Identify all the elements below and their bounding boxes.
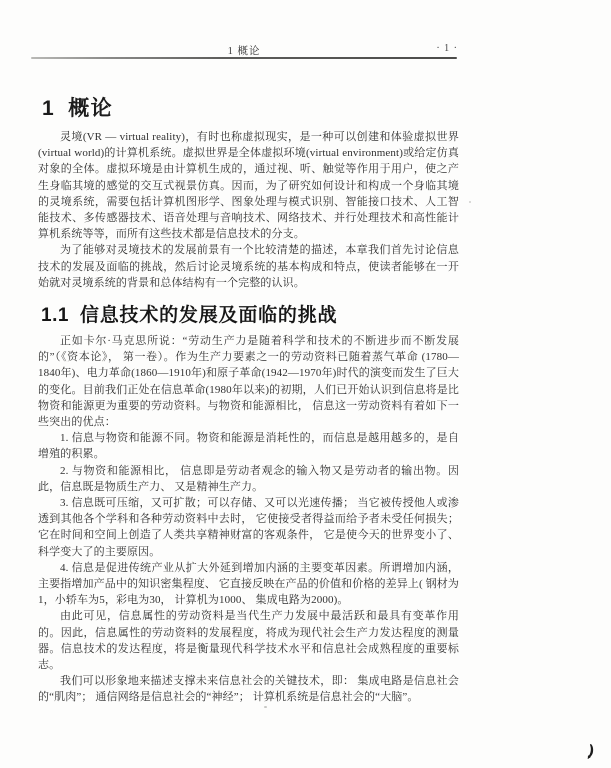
running-header-title: 1 概论 — [227, 46, 261, 57]
paper-speck — [264, 706, 267, 708]
ink-blemish-mark — [585, 743, 595, 761]
running-header — [30, 43, 458, 57]
chapter-title — [42, 92, 113, 122]
header-rule — [31, 57, 457, 59]
page-number: · 1 · — [436, 43, 458, 54]
paragraph-intro-2: 为了能够对灵境技术的发展前景有一个比较清楚的描述，本章我们首先讨论信息技术的发展及面临的挑战，然后讨论灵境系统的基本构成和特点，使读者能够在一开始就对灵境系统的背景和总体结构有一个完整的认识。 — [38, 244, 459, 289]
section-heading — [41, 300, 337, 327]
chapter-title-text: 概论 — [68, 97, 114, 120]
paragraph-body-6: 由此可见，信息属性的劳动资料是当代生产力发展中最活跃和最具有变革作用的。因此，信息属性的劳动资料的发展程度，将成为现代社会生产力发达程度的测量器。信息技术的发达程度，将是衡量现代科学技术水平和信息社会成熟程度的重要标志。 — [38, 610, 459, 672]
intro-paragraphs — [38, 129, 459, 291]
paragraph-intro-1: 灵境(VR — virtual reality)，有时也称虚拟现实，是一种可以创建和体验虚拟世界(virtual world)的计算机系统。虚拟世界是全体虚拟环境(virtual environment)或给定仿真对象的全体。虚拟环境是由计算机生成的，通过视、听、触觉等作用于用户，使之产生身临其境的感觉的交互式视景仿真。因而，为了研究如何设计和构成一个身临其境的灵境系统，需要包括计算机图形学、图象处理与模式识别、智能接口技术、人工智能技术、多传感器技术、语音处理与音响技术、网络技术、并行处理技术和高性能计算机系统等等，而所有这些技术都是信息技术的分支。 — [38, 131, 459, 241]
chapter-number: 1 — [42, 97, 56, 120]
section-title-text: 信息技术的发展及面临的挑战 — [79, 305, 338, 326]
paragraph-body-2: 1. 信息与物资和能源不同。物资和能源是消耗性的，而信息是越用越多的，是自增殖的积累。 — [38, 432, 459, 461]
paragraph-body-7: 我们可以形象地来描述支撑未来信息社会的关键技术，即： 集成电路是信息社会的“肌肉”； 通信网络是信息社会的“神经”； 计算机系统是信息社会的“大脑”。 — [38, 675, 459, 704]
paragraph-body-4: 3. 信息既可压缩，又可扩散；可以存储、又可以光速传播； 当它被传授他人或渗透到其他各个学科和各种劳动资料中去时， 它使接受者得益而给予者未受任何损失； 它在时间和空间上创造了人类共享精神财富的客观条件， 它是使今天的世界变小了、 科学变大了的主要原因。 — [38, 497, 459, 558]
paragraph-body-1: 正如卡尔·马克思所说：“劳动生产力是随着科学和技术的不断进步而不断发展的”（《资本论》， 第一卷）。作为生产力要素之一的劳动资料已随着蒸气革命 (1780—1840年)、电力革命(1860—1910年)和原子革命(1942—1970年)时代的演变而发生了巨大的变化。目前我们正处在信息革命(1980年以来)的初期，人们已开始认识到信息将是比物资和能源更为重要的劳动资料。与物资和能源相比， 信息这一劳动资料有着如下一些突出的优点： — [38, 335, 459, 429]
paragraph-body-3: 2. 与物资和能源相比， 信息即是劳动者观念的输入物又是劳动者的输出物。因此，信息既是物质生产力、 又是精神生产力。 — [38, 464, 459, 493]
section-number: 1.1 — [41, 305, 69, 326]
section-paragraphs — [38, 333, 459, 706]
paper-speck-small — [469, 201, 471, 203]
paragraph-body-5: 4. 信息是促进传统产业从扩大外延到增加内涵的主要变革因素。所谓增加内涵， 主要指增加产品中的知识密集程度、 它直接反映在产品的价值和价格的差异上( 钢材为1，小轿车为5，彩电为30， 计算机为1000、 集成电路为2000)。 — [38, 561, 459, 607]
